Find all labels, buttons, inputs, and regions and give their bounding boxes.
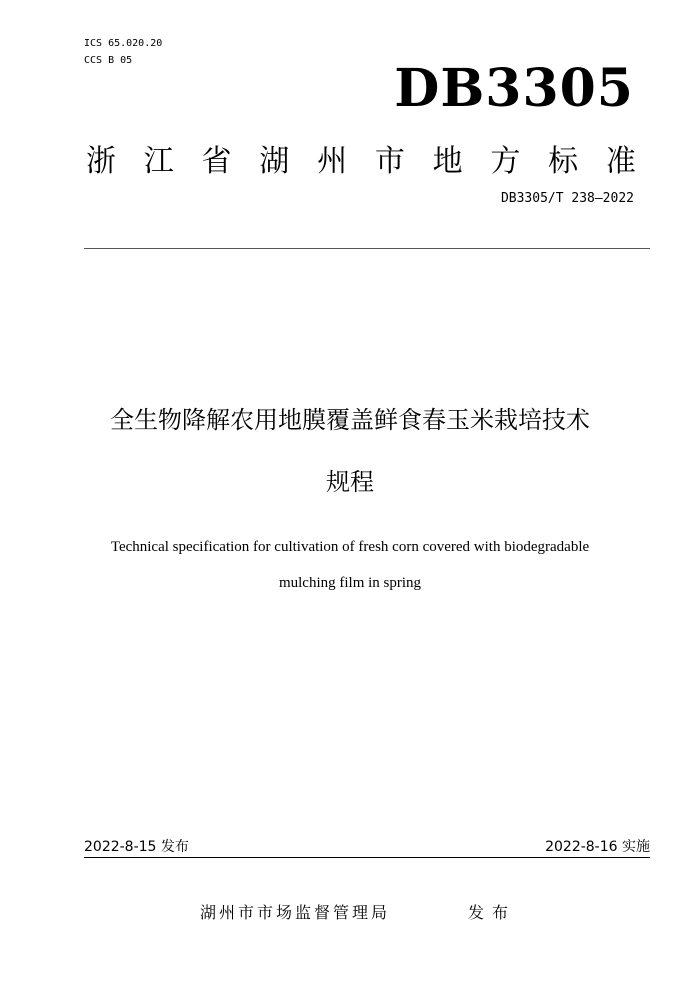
header-divider — [84, 248, 650, 249]
standard-type-char: 市 — [374, 144, 405, 179]
issuer-action: 发布 — [468, 903, 517, 922]
standard-type-char: 省 — [201, 144, 232, 179]
db-logo: DB3305 — [394, 58, 634, 119]
standard-type-char: 方 — [490, 144, 521, 179]
title-zh-line-2: 规程 — [326, 468, 374, 496]
title-zh-line-1: 全生物降解农用地膜覆盖鲜食春玉米栽培技术 — [110, 406, 590, 434]
standard-type-char: 地 — [432, 144, 463, 179]
standard-type-char: 州 — [317, 144, 348, 179]
standard-type-char: 湖 — [259, 144, 290, 179]
title-en-line-1: Technical specification for cultivation of fresh corn covered with biodegradable — [110, 539, 590, 555]
standard-type-char: 标 — [548, 144, 579, 179]
issuer-name: 湖州市市场监督管理局 — [200, 903, 391, 922]
ics-code: ICS 65.020.20 — [84, 38, 163, 49]
standard-type-char: 浙 — [86, 144, 116, 179]
standard-type-char: 准 — [605, 144, 636, 179]
title-en-line-2: mulching film in spring — [278, 575, 422, 591]
ccs-code: CCS B 05 — [84, 55, 133, 66]
standard-type-title — [86, 144, 636, 180]
footer-divider — [84, 857, 650, 858]
issue-date: 2022-8-15 发布 — [84, 839, 189, 855]
standard-type-char: 江 — [143, 144, 174, 179]
effective-date: 2022-8-16 实施 — [545, 839, 650, 855]
standard-number: DB3305/T 238—2022 — [500, 191, 634, 206]
